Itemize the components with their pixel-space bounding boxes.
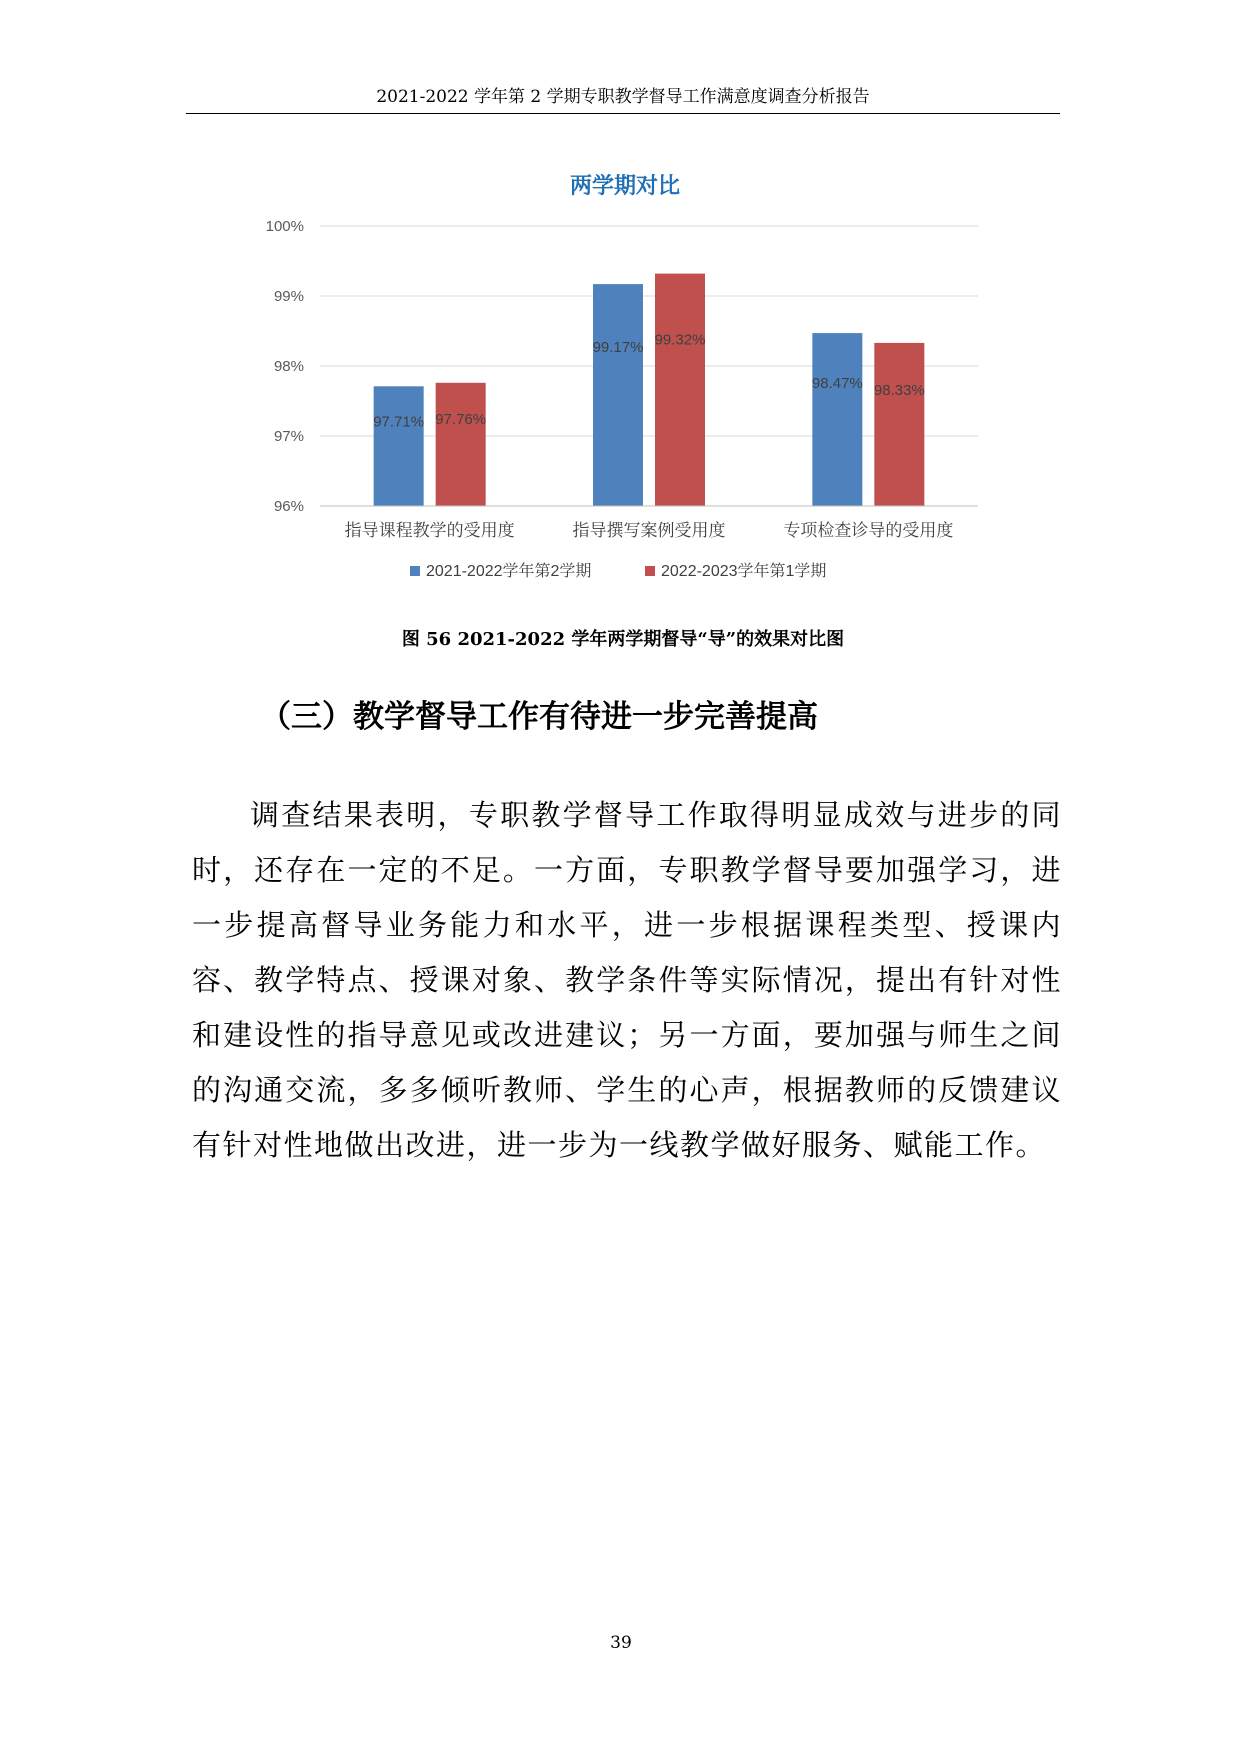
x-category-label: 专项检查诊导的受用度 <box>783 521 954 540</box>
page-number: 39 <box>610 1633 632 1653</box>
bar <box>436 383 486 506</box>
x-category-label: 指导撰写案例受用度 <box>572 521 726 540</box>
data-label: 98.47% <box>811 374 863 392</box>
legend-swatch <box>645 566 655 576</box>
data-label: 99.32% <box>654 331 706 349</box>
chart-title: 两学期对比 <box>569 173 681 198</box>
data-label: 97.71% <box>373 413 425 431</box>
y-tick-label: 99% <box>273 288 304 305</box>
comparison-bar-chart <box>230 160 990 600</box>
page-header: 2021-2022 学年第 2 学期专职教学督导工作满意度调查分析报告 <box>376 87 870 107</box>
y-tick-label: 98% <box>273 358 304 375</box>
bar <box>874 343 924 506</box>
legend-swatch <box>410 566 420 576</box>
legend-label: 2021-2022学年第2学期 <box>426 563 592 580</box>
bar <box>374 386 424 506</box>
y-tick-label: 100% <box>265 218 304 235</box>
header-rule <box>186 113 1060 114</box>
body-paragraph: 调查结果表明，专职教学督导工作取得明显成效与进步的同时，还存在一定的不足。一方面，专职教学督导要加强学习，进一步提高督导业务能力和水平，进一步根据课程类型、授课内容、教学特点、授课对象、教学条件等实际情况，提出有针对性和建设性的指导意见或改进建议；另一方面，要加强与师生之间的沟通交流，多多倾听教师、学生的心声，根据教师的反馈建议有针对性地做出改进，进一步为一线教学做好服务、赋能工作。 <box>192 798 1062 1162</box>
y-tick-label: 97% <box>273 428 304 445</box>
data-label: 97.76% <box>435 411 487 429</box>
section-heading: （三）教学督导工作有待进一步完善提高 <box>260 699 818 735</box>
figure-caption: 图 56 2021-2022 学年两学期督导“导”的效果对比图 <box>401 629 845 650</box>
y-tick-label: 96% <box>273 498 304 515</box>
x-category-label: 指导课程教学的受用度 <box>344 521 515 540</box>
bar <box>593 284 643 506</box>
legend-label: 2022-2023学年第1学期 <box>661 563 827 580</box>
bar <box>655 274 705 506</box>
data-label: 98.33% <box>873 381 925 399</box>
data-label: 99.17% <box>592 339 644 357</box>
bar <box>812 333 862 506</box>
